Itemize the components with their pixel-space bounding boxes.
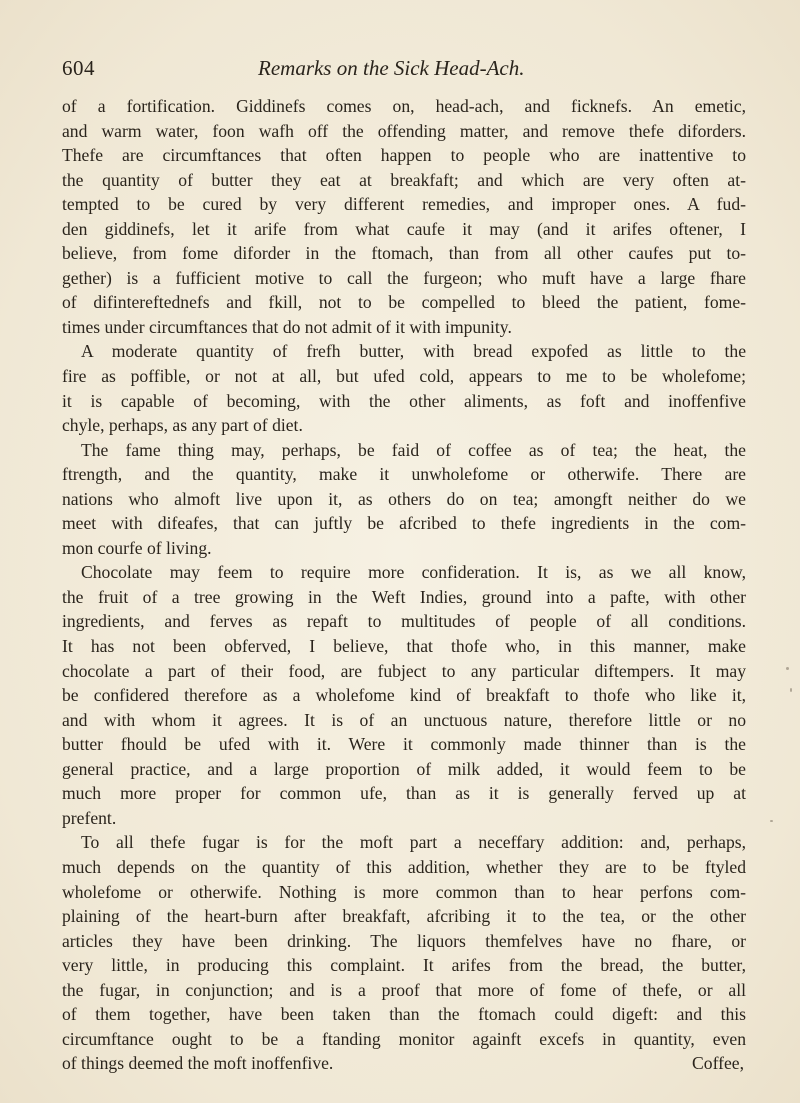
text-line: Chocolate may feem to require more confideration. It is, as we all know,	[81, 562, 746, 583]
paper-speck	[770, 820, 773, 822]
text-line: articles they have been drinking. The liquors themfelves have no fhare, or	[62, 930, 746, 951]
text-line: believe, from fome diforder in the ftomach, than from all other caufes put to-	[62, 243, 746, 264]
catchword: Coffee,	[692, 1053, 744, 1073]
text-line: prefent.	[62, 807, 117, 828]
text-line: the fugar, in conjunction; and is a proof that more of fome of thefe, or all	[62, 979, 746, 1000]
text-line: ingredients, and ferves as repaft to multitudes of people of all conditions.	[62, 611, 746, 632]
text-line: gether) is a fufficient motive to call the furgeon; who muft have a large fhare	[62, 267, 746, 288]
text-line: fire as poffible, or not at all, but ufed cold, appears to me to be wholefome;	[62, 366, 746, 387]
text-line: meet with difeafes, that can juftly be afcribed to thefe ingredients in the com-	[62, 513, 746, 534]
text-line: wholefome or otherwife. Nothing is more common than to hear perfons com-	[62, 881, 746, 902]
text-line: of things deemed the moft inoffenfive.	[62, 1053, 334, 1074]
text-line: Thefe are circumftances that often happen to people who are inattentive to	[62, 145, 746, 166]
text-line: The fame thing may, perhaps, be faid of coffee as of tea; the heat, the	[81, 439, 746, 460]
text-line: of difintereftednefs and fkill, not to be compelled to bleed the patient, fome-	[62, 292, 746, 313]
text-line: very little, in producing this complaint. It arifes from the bread, the butter,	[62, 955, 746, 976]
paper-speck	[786, 667, 789, 670]
text-line: chocolate a part of their food, are fubject to any particular diftempers. It may	[62, 660, 746, 681]
text-line: the quantity of butter they eat at breakfaft; and which are very often at-	[62, 169, 746, 190]
text-line: it is capable of becoming, with the other aliments, as foft and inoffenfive	[62, 390, 746, 411]
text-line: It has not been obferved, I believe, that thofe who, in this manner, make	[62, 636, 746, 657]
running-head: Remarks on the Sick Head-Ach.	[258, 56, 525, 80]
page-number: 604	[62, 56, 95, 80]
text-line: of a fortification. Giddinefs comes on, head-ach, and ficknefs. An emetic,	[62, 96, 746, 116]
body-text	[62, 94, 746, 1076]
text-line: much depends on the quantity of this addition, whether they are to be ftyled	[62, 856, 746, 877]
text-line: ftrength, and the quantity, make it unwholefome or otherwife. There are	[62, 464, 746, 485]
text-line: be confidered therefore as a wholefome kind of breakfaft to thofe who like it,	[62, 685, 746, 706]
text-line: the fruit of a tree growing in the Weft Indies, ground into a pafte, with other	[62, 586, 746, 607]
text-line: much more proper for common ufe, than as it is generally ferved up at	[62, 783, 746, 804]
text-line: tempted to be cured by very different remedies, and improper ones. A fud-	[62, 194, 746, 215]
paper-speck	[790, 688, 792, 692]
text-line: mon courfe of living.	[62, 537, 212, 558]
text-line: nations who almoft live upon it, as others do on tea; amongft neither do we	[62, 488, 746, 509]
text-line: and warm water, foon wafh off the offending matter, and remove thefe diforders.	[62, 120, 746, 141]
text-line: of them together, have been taken than the ftomach could digeft: and this	[62, 1004, 746, 1025]
page-header	[62, 56, 742, 86]
text-line: times under circumftances that do not admit of it with impunity.	[62, 316, 512, 337]
text-line: and with whom it agrees. It is of an unctuous nature, therefore little or no	[62, 709, 746, 730]
text-line: plaining of the heart-burn after breakfaft, afcribing it to the tea, or the other	[62, 906, 746, 927]
text-line: chyle, perhaps, as any part of diet.	[62, 415, 303, 436]
text-line: general practice, and a large proportion of milk added, it would feem to be	[62, 758, 746, 779]
text-line: circumftance ought to be a ftanding monitor againft excefs in quantity, even	[62, 1028, 746, 1049]
text-line: butter fhould be ufed with it. Were it commonly made thinner than is the	[62, 734, 746, 755]
text-line: A moderate quantity of frefh butter, with bread expofed as little to the	[81, 341, 746, 362]
text-line: To all thefe fugar is for the moft part a neceffary addition: and, perhaps,	[81, 832, 746, 853]
text-line: den giddinefs, let it arife from what caufe it may (and it arifes oftener, I	[62, 218, 746, 239]
